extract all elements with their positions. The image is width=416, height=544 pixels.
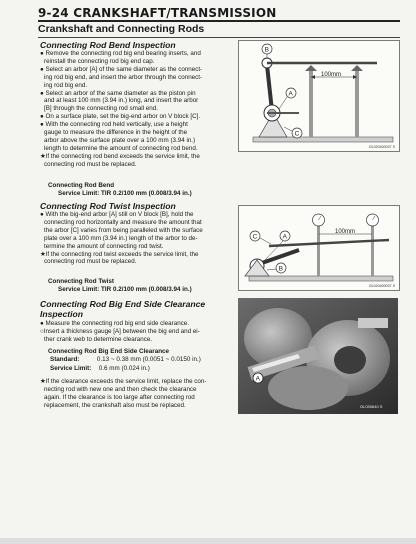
bend-line: ● Select an arbor of the same diameter as the piston pin — [40, 89, 196, 97]
bend-line: connecting rod must be replaced. — [44, 160, 137, 168]
bend-line: length to determine the amount of connecting rod bend. — [44, 144, 198, 152]
twist-body — [40, 211, 234, 266]
clearance-heading-line2: Inspection — [40, 309, 83, 319]
bend-line: ● On a surface plate, set the big-end arbor on V block [C]. — [40, 113, 201, 121]
bend-line: gauge to measure the difference in the height of the — [44, 129, 188, 137]
twist-line: connecting rod must be replaced. — [44, 258, 137, 266]
bend-line: ● With the connecting rod held vertically, use a height — [40, 121, 188, 129]
twist-figure-code: GL020400037 S — [368, 284, 395, 288]
twist-line: termine the amount of connecting rod twist. — [44, 242, 164, 250]
photo-callout-a: A — [255, 375, 260, 383]
clearance-limit-label: Service Limit: — [50, 365, 92, 372]
bend-spec-line — [58, 190, 192, 198]
clearance-standard-label: Standard: — [50, 356, 80, 363]
twist-figure — [238, 205, 400, 291]
clearance-after-line: again. If the clearance is too large after connecting rod — [44, 393, 195, 401]
bend-line: and at least 100 mm (3.94 in.) long, and insert the arbor — [44, 97, 199, 105]
twist-spec-value: TIR 0.2/100 mm (0.008/3.94 in.) — [101, 286, 192, 293]
bend-spec-value: TIR 0.2/100 mm (0.008/3.94 in.) — [101, 190, 192, 197]
twist-spec-title: Connecting Rod Twist — [48, 278, 114, 285]
bend-line: ★If the connecting rod bend exceeds the service limit, the — [40, 152, 200, 160]
clearance-standard-value: 0.13 ~ 0.38 mm (0.0051 ~ 0.0150 in.) — [96, 356, 201, 363]
bend-line: ing rod big end, and insert the arbor through the connect- — [44, 73, 203, 81]
clearance-after-body — [40, 378, 232, 410]
clearance-after-line: necting rod with new one and then check the clearance — [44, 385, 197, 393]
bend-line: ● Remove the connecting rod big end bearing inserts, and — [40, 50, 201, 57]
bend-body — [40, 50, 234, 169]
page-bottom-edge — [0, 538, 416, 544]
bend-figure-code: GL020400037 S — [368, 145, 395, 149]
bend-line: arbor above the surface plate over a 100 mm (3.94 in.) — [44, 136, 196, 144]
page-title: 9-24 CRANKSHAFT/TRANSMISSION — [38, 6, 277, 20]
bend-line: reinstall the connecting rod big end cap. — [44, 57, 155, 65]
crankshaft-photo — [238, 298, 398, 414]
clearance-line: ther crank web to determine clearance. — [44, 335, 153, 343]
twist-diagram — [239, 206, 399, 290]
bend-callout-c: C — [294, 130, 300, 138]
bend-spec-title: Connecting Rod Bend — [48, 182, 115, 189]
bend-line: [B] through the connecting rod small end. — [44, 105, 158, 113]
twist-line: ● With the big-end arbor [A] still on V block [B], hold the — [40, 211, 194, 218]
twist-spec-line — [58, 286, 192, 294]
clearance-after-line: replacement, the crankshaft also must be replaced. — [44, 401, 186, 409]
bend-callout-a: A — [288, 90, 293, 98]
twist-callout-a: A — [282, 233, 287, 241]
clearance-after-line: ★If the clearance exceeds the service limit, replace the con- — [40, 378, 207, 385]
header-rule — [38, 20, 400, 22]
twist-line: plate over a 100 mm (3.94 in.) length of the arbor to de- — [44, 234, 198, 242]
clearance-line: ● Measure the connecting rod big end side clearance. — [40, 320, 190, 327]
section-title: Crankshaft and Connecting Rods — [38, 23, 205, 35]
twist-spec-label: Service Limit: — [58, 286, 100, 293]
twist-callout-b: B — [278, 265, 283, 273]
twist-callout-c: C — [252, 233, 258, 241]
twist-line: connecting rod horizontally and measure the amount that — [44, 218, 202, 226]
bend-line: ing rod big end. — [44, 81, 88, 89]
twist-line: ★If the connecting rod twist exceeds the service limit, the — [40, 250, 199, 258]
clearance-standard-line — [50, 356, 201, 364]
clearance-spec-title: Connecting Rod Big End Side Clearance — [48, 348, 170, 355]
bend-callout-b: B — [264, 46, 269, 54]
twist-heading: Connecting Rod Twist Inspection — [40, 201, 176, 211]
bend-line: ● Select an arbor [A] of the same diameter as the connect- — [40, 65, 203, 73]
clearance-heading-line1: Connecting Rod Big End Side Clearance — [40, 299, 206, 309]
clearance-line: ○Insert a thickness gauge [A] between the big end and ei- — [40, 327, 200, 335]
photo-code: GL030640 S — [360, 404, 383, 409]
bend-diagram — [239, 41, 399, 151]
twist-dimension-label: 100mm — [335, 229, 356, 235]
bend-heading: Connecting Rod Bend Inspection — [40, 40, 176, 50]
bend-figure — [238, 40, 400, 152]
clearance-body — [40, 320, 234, 344]
twist-line: the arbor [C] varies from being paralleled with the surface — [44, 226, 203, 234]
clearance-limit-line — [50, 365, 150, 373]
crankshaft-photo-drawing — [238, 298, 398, 414]
bend-dimension-label: 100mm — [321, 72, 342, 78]
section-rule — [38, 37, 400, 38]
bend-spec-label: Service Limit: — [58, 190, 100, 197]
clearance-limit-value: 0.6 mm (0.024 in.) — [98, 365, 150, 372]
